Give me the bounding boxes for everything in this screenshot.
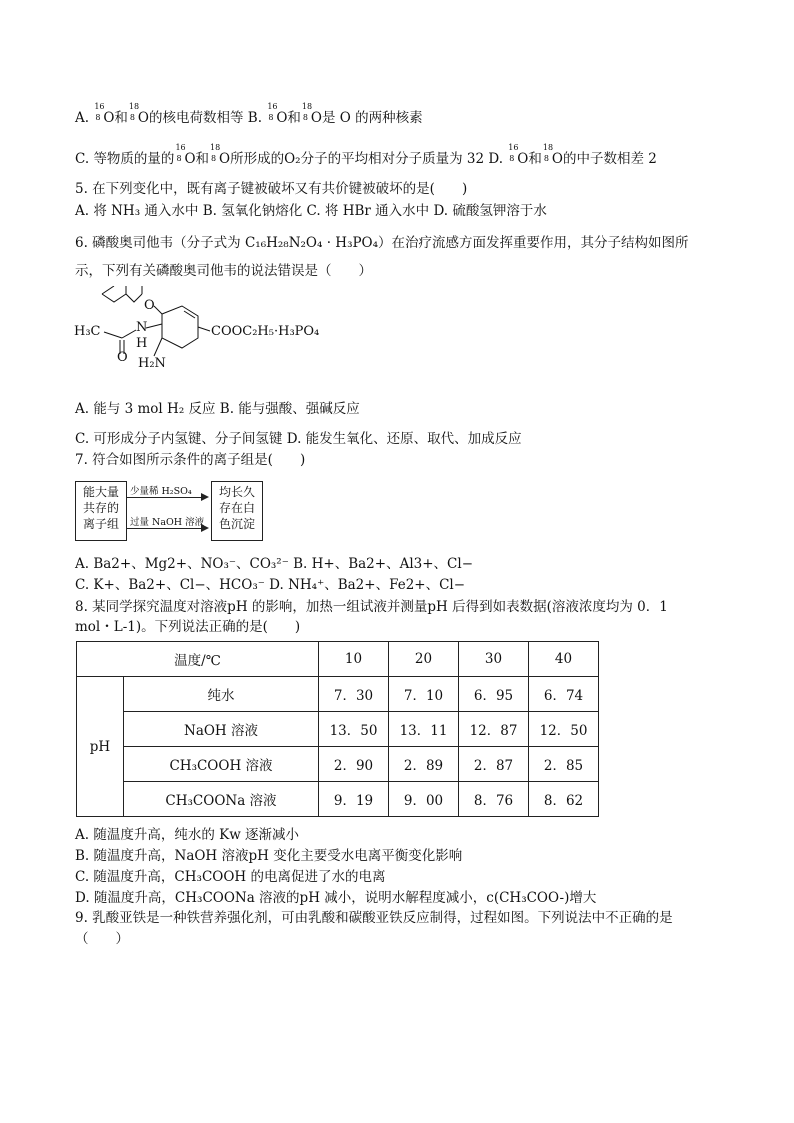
ether-oxygen: O [144, 298, 155, 313]
ph-data-table [76, 641, 599, 817]
row-name: CH₃COOH 溶液 [124, 747, 319, 782]
table-row [77, 712, 599, 747]
q8-stem-line1: 8. 某同学探究温度对溶液pH 的影响，加热一组试液并测量pH 后得到如表数据(溶液浓度均为 0．1 [75, 599, 668, 615]
temp-cell: 10 [319, 642, 389, 677]
q6-stem-line2: 示，下列有关磷酸奥司他韦的说法错误是（ ） [75, 263, 372, 279]
q7-options-cd: C. K+、Ba2+、Cl−、HCO₃⁻ D. NH₄⁺、Ba2+、Fe2+、Cl− [75, 577, 466, 593]
table-cell: 12．50 [529, 712, 599, 747]
table-cell: 13．50 [319, 712, 389, 747]
q8-option-a: A. 随温度升高，纯水的 Kw 逐渐减小 [75, 827, 300, 843]
table-cell: 2．85 [529, 747, 599, 782]
amide-nitrogen: N [136, 320, 148, 335]
flow-left-box: 能大量 共存的 离子组 [75, 481, 127, 541]
table-cell: 8．76 [459, 782, 529, 817]
flow-top-arrow [127, 497, 202, 498]
flow-bottom-arrow [127, 528, 202, 529]
isotope-16o: 16 8 O [508, 143, 529, 167]
table-cell: 13．11 [389, 712, 459, 747]
row-name: 纯水 [124, 677, 319, 712]
methyl-group: H₃C [74, 324, 101, 339]
table-cell: 6．74 [529, 677, 599, 712]
q6-options-cd: C. 可形成分子内氢键、分子间氢键 D. 能发生氧化、还原、取代、加成反应 [75, 431, 522, 447]
flow-right-box: 均长久 存在白 色沉淀 [211, 481, 263, 541]
arrowhead-icon [201, 493, 209, 501]
table-cell: 7．10 [389, 677, 459, 712]
q4-b-letter: B. [247, 110, 263, 126]
table-cell: 8．62 [529, 782, 599, 817]
q8-option-b: B. 随温度升高，NaOH 溶液pH 变化主要受水电离平衡变化影响 [75, 848, 463, 864]
temp-cell: 20 [389, 642, 459, 677]
ph-label: pH [77, 677, 124, 817]
table-cell: 6．95 [459, 677, 529, 712]
ester-group: COOC₂H₅·H₃PO₄ [211, 324, 320, 339]
q5-stem: 5. 在下列变化中，既有离子键被破坏又有共价键被破坏的是( ) [75, 181, 468, 197]
temp-cell: 30 [459, 642, 529, 677]
table-cell: 9．00 [389, 782, 459, 817]
q6-options-ab: A. 能与 3 mol H₂ 反应 B. 能与强酸、强碱反应 [75, 401, 360, 417]
table-cell: 12．87 [459, 712, 529, 747]
temp-header: 温度/℃ [77, 642, 319, 677]
q9-stem-line1: 9. 乳酸亚铁是一种铁营养强化剂，可由乳酸和碳酸亚铁反应制得，过程如图。下列说法中不正确的是 [75, 910, 673, 926]
carbonyl-oxygen: O [117, 350, 128, 365]
amide-hydrogen: H [136, 336, 148, 351]
table-row [77, 782, 599, 817]
isotope-16o: 16 8 O [94, 102, 115, 126]
row-name: NaOH 溶液 [124, 712, 319, 747]
table-row [77, 677, 599, 712]
q4-option-cd: C. 等物质的量的 16 8 O和 18 8 O所形成的O₂分子的平均相对分子质量为 32 D. 16 8 O和 18 8 O的中子数相差 2 [75, 143, 657, 167]
q8-option-d: D. 随温度升高，CH₃COONa 溶液的pH 减小，说明水解程度减小，c(CH₃COO-)增大 [75, 890, 597, 906]
q5-options: A. 将 NH₃ 通入水中 B. 氢氧化钠熔化 C. 将 HBr 通入水中 D. 硫酸氢钾溶于水 [75, 203, 547, 219]
isotope-16o: 16 8 O [175, 143, 196, 167]
isotope-16o: 16 8 O [267, 102, 288, 126]
flow-bottom-label: 过量 NaOH 溶液 [130, 517, 205, 528]
q6-stem-line1: 6. 磷酸奥司他韦（分子式为 C₁₆H₂₈N₂O₄ · H₃PO₄）在治疗流感方面发挥重要作用，其分子结构如图所 [75, 235, 689, 251]
isotope-18o: 18 8 O [301, 102, 322, 126]
row-name: CH₃COONa 溶液 [124, 782, 319, 817]
q7-options-ab: A. Ba2+、Mg2+、NO₃⁻、CO₃²⁻ B. H+、Ba2+、Al3+、Cl− [75, 556, 474, 572]
isotope-18o: 18 8 O [128, 102, 149, 126]
table-cell: 2．87 [459, 747, 529, 782]
table-row [77, 747, 599, 782]
table-cell: 7．30 [319, 677, 389, 712]
oseltamivir-structure [74, 286, 334, 386]
flow-top-label: 少量稀 H₂SO₄ [130, 486, 192, 497]
q7-stem: 7. 符合如图所示条件的离子组是( ) [75, 452, 306, 468]
q4-a-letter: A. [75, 110, 90, 126]
table-header-row [77, 642, 599, 677]
isotope-18o: 18 8 O [210, 143, 231, 167]
amine-group: H₂N [138, 356, 166, 371]
table-cell: 9．19 [319, 782, 389, 817]
temp-cell: 40 [529, 642, 599, 677]
q4-option-ab: A. 16 8 O和 18 8 O的核电荷数相等 B. 16 8 O和 18 8 O是 O 的两种核素 [75, 102, 423, 126]
q8-stem-line2: mol・L-1)。下列说法正确的是( ) [75, 619, 301, 635]
isotope-18o: 18 8 O [542, 143, 563, 167]
table-cell: 2．90 [319, 747, 389, 782]
table-cell: 2．89 [389, 747, 459, 782]
q9-stem-line2: （ ） [75, 931, 129, 947]
q8-option-c: C. 随温度升高，CH₃COOH 的电离促进了水的电离 [75, 869, 386, 885]
